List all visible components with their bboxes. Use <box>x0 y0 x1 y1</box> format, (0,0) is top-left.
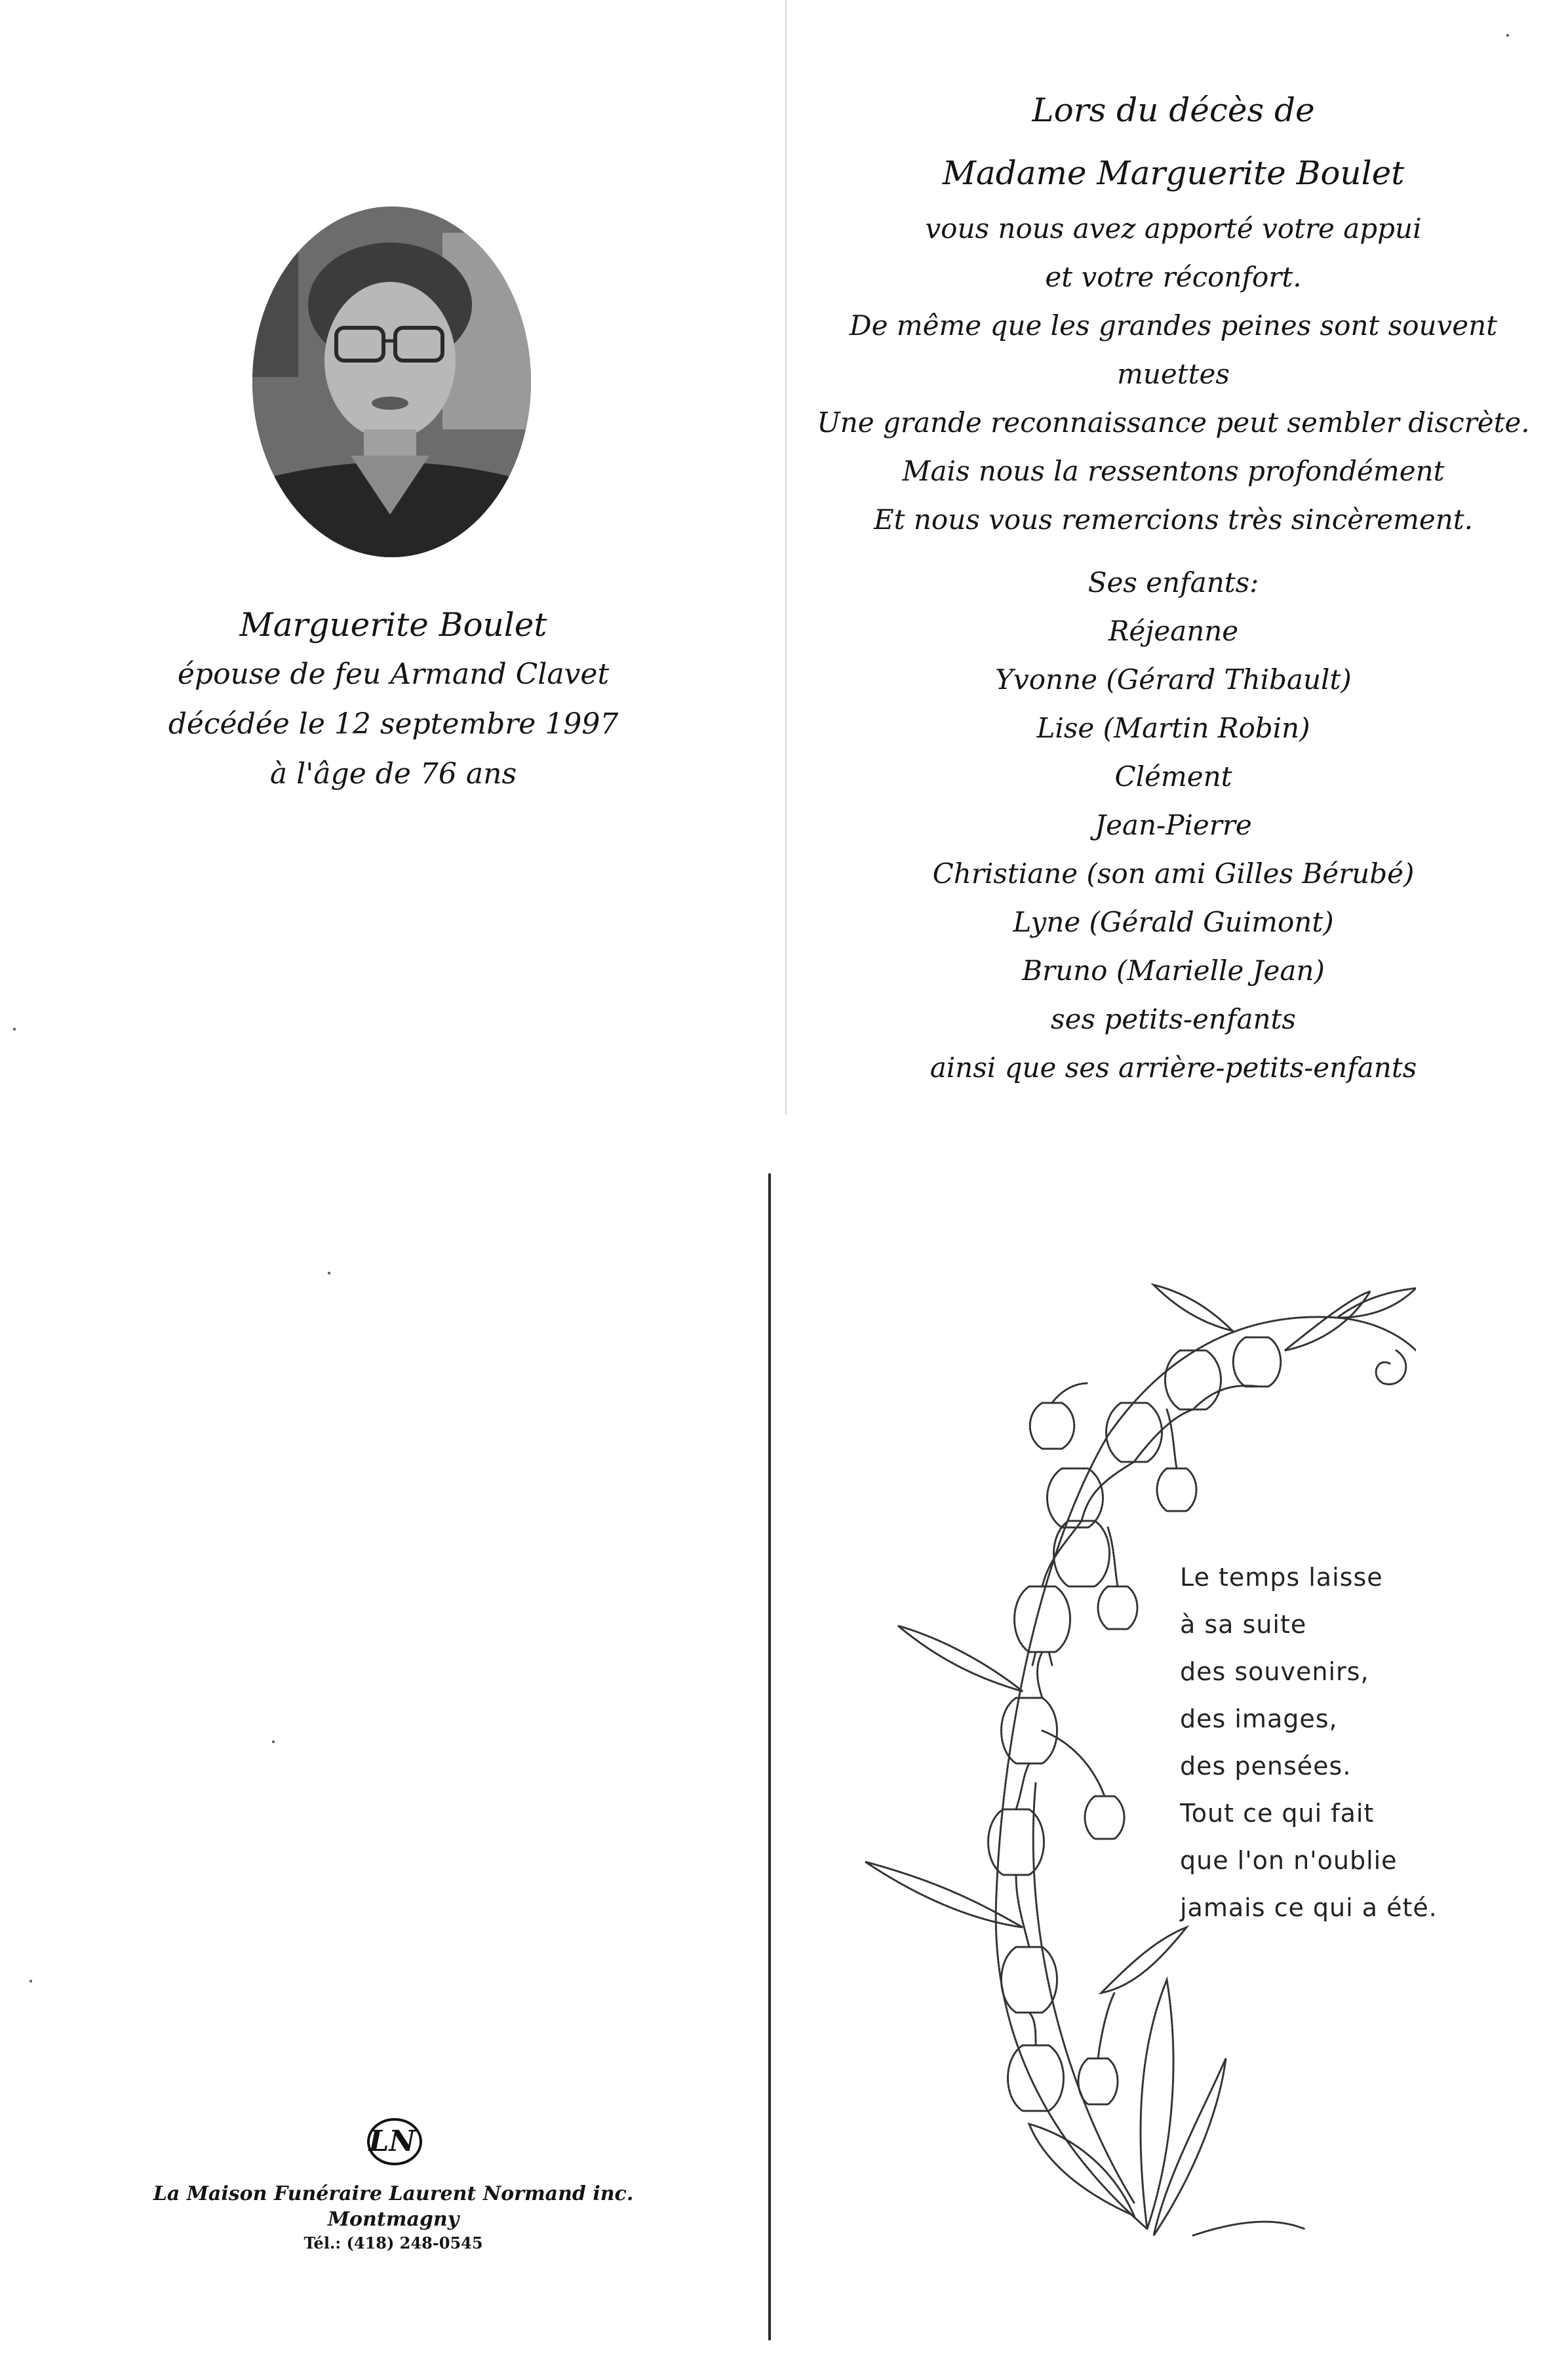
message-line: Mais nous la ressentons profondément <box>902 455 1445 487</box>
portrait-illustration <box>252 206 531 557</box>
poem-line: Le temps laisse <box>1180 1563 1383 1592</box>
poem-line: des images, <box>1180 1704 1338 1733</box>
logo-initials: LN <box>368 2125 416 2158</box>
funeral-home-block <box>131 2114 656 2254</box>
honoree-line: Madame Marguerite Boulet <box>942 154 1405 192</box>
grandchildren-line: ses petits-enfants <box>1051 1003 1296 1035</box>
child-name: Réjeanne <box>1108 615 1239 647</box>
message-line: De même que les grandes peines sont souvent muettes <box>849 309 1498 390</box>
child-name: Lyne (Gérald Guimont) <box>1013 906 1334 938</box>
poem-line: des souvenirs, <box>1180 1657 1369 1686</box>
child-name: Jean-Pierre <box>1095 809 1252 841</box>
child-name: Lise (Martin Robin) <box>1036 712 1310 744</box>
child-name: Bruno (Marielle Jean) <box>1022 954 1325 987</box>
poem-line: que l'on n'oublie <box>1180 1846 1398 1875</box>
speck <box>29 1980 32 1982</box>
child-name: Christiane (son ami Gilles Bérubé) <box>932 857 1415 890</box>
spouse-line: épouse de feu Armand Clavet <box>177 658 610 691</box>
poem <box>1180 1554 1521 1931</box>
funeral-home-logo <box>354 2114 433 2173</box>
message-line: Et nous vous remercions très sincèrement. <box>873 503 1474 536</box>
poem-line: des pensées. <box>1180 1752 1352 1780</box>
deceased-name: Marguerite Boulet <box>239 606 547 644</box>
child-name: Clément <box>1114 760 1232 793</box>
top-fold-line <box>785 0 787 1114</box>
great-grandchildren-line: ainsi que ses arrière-petits-enfants <box>930 1052 1417 1084</box>
intro-line: Lors du décès de <box>1032 91 1315 129</box>
speck <box>1506 34 1509 37</box>
children-label: Ses enfants: <box>1088 566 1259 599</box>
obituary-caption <box>131 600 656 799</box>
portrait-photo <box>252 206 531 557</box>
speck <box>13 1028 16 1031</box>
funeral-home-phone: Tél.: (418) 248-0545 <box>304 2233 483 2252</box>
poem-line: à sa suite <box>1180 1610 1307 1639</box>
message-line: vous nous avez apporté votre appui <box>925 212 1422 245</box>
speck <box>328 1272 330 1274</box>
thank-you-panel <box>793 79 1554 1092</box>
child-name: Yvonne (Gérard Thibault) <box>995 663 1352 696</box>
funeral-home-town: Montmagny <box>327 2208 460 2231</box>
bottom-fold-line <box>768 1173 771 2340</box>
death-date-line: décédée le 12 septembre 1997 <box>168 707 619 741</box>
speck <box>272 1740 275 1743</box>
poem-line: jamais ce qui a été. <box>1180 1893 1438 1922</box>
funeral-home-name: La Maison Funéraire Laurent Normand inc. <box>153 2182 634 2205</box>
poem-line: Tout ce qui fait <box>1180 1799 1375 1828</box>
message-line: Une grande reconnaissance peut sembler discrète. <box>817 406 1530 439</box>
age-line: à l'âge de 76 ans <box>269 757 517 791</box>
message-line: et votre réconfort. <box>1045 261 1302 293</box>
